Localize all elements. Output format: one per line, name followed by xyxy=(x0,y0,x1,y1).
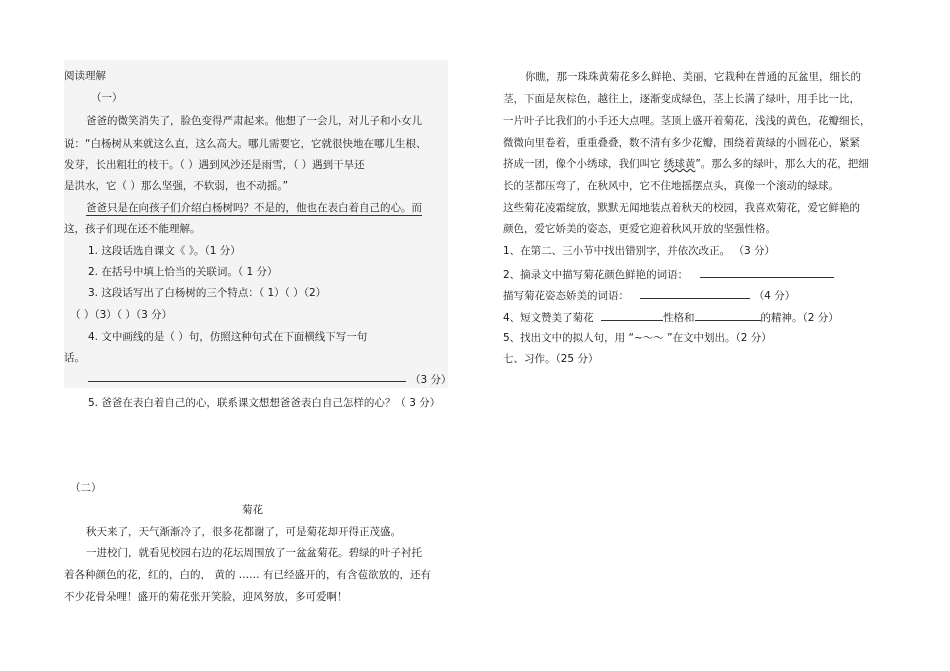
article-line: 这些菊花凌霜绽放，默默无闻地装点着秋天的校园，我喜欢菊花，爱它鲜艳的 xyxy=(503,202,860,214)
article-line: 颜色，爱它娇美的姿态，更爱它迎着秋风开放的坚强性格。 xyxy=(503,223,776,235)
wavy-marked-word: 绣球黄 xyxy=(663,158,696,170)
question-r4-end: 的精神。（2 分） xyxy=(760,312,839,324)
article-line: 不少花骨朵哩！盛开的菊花张开笑脸，迎风努放，多可爱啊！ xyxy=(64,591,348,603)
section-seven: 七、习作。（25 分） xyxy=(503,353,599,365)
question-2: 2. 在括号中填上恰当的关联词。（ 1 分） xyxy=(88,266,278,278)
answer-blank[interactable] xyxy=(700,266,834,278)
article-text: 挤成一团，像个小绣球，我们叫它 xyxy=(503,158,664,170)
article-title: 菊花 xyxy=(242,504,263,516)
answer-blank[interactable] xyxy=(640,287,750,299)
question-r1: 1、在第二、三小节中找出错别字，并依次改正。 （3 分） xyxy=(503,245,776,257)
question-r4 xyxy=(503,309,839,325)
question-r4-text: 4、短文赞美了菊花 xyxy=(503,312,594,324)
article-line: 着各种颜色的花，红的，白的， 黄的 …… 有已经盛开的，有含苞欲放的，还有 xyxy=(64,569,432,581)
article-line: 微微向里卷着，重重叠叠，数不清有多少花瓣，围绕着黄绿的小圆花心，紧紧 xyxy=(503,137,860,149)
section-number-1: （一） xyxy=(91,92,123,104)
question-3: 3. 这段话写出了白杨树的三个特点：（ 1）（ ）（2） xyxy=(88,287,327,299)
question-4: 4. 文中画线的是（ ）句，仿照这种句式在下面横线下写一句 xyxy=(88,331,368,343)
answer-blank[interactable] xyxy=(601,309,663,321)
article-line: 一片叶子比我们的小手还大点哩。茎顶上盛开着菊花，浅浅的黄色，花瓣细长， xyxy=(503,115,871,127)
article-line: 长的茎都压弯了，在秋风中，它不住地摇摆点头，真像一个滚动的绿球。 xyxy=(503,180,839,192)
section-number-2: （二） xyxy=(70,482,102,494)
answer-line xyxy=(88,381,406,382)
answer-blank[interactable] xyxy=(695,309,761,321)
passage-line: 这，孩子们现在还不能理解。 xyxy=(64,223,201,235)
question-4-score: （3 分） xyxy=(410,374,452,386)
question-r2-cont xyxy=(503,287,795,303)
question-5: 5. 爸爸在表白着自己的心，联系课文想想爸爸表白自己怎样的心？（ 3 分） xyxy=(88,397,441,409)
passage-line: 是洪水，它（ ）那么坚强，不软弱，也不动摇。” xyxy=(64,180,289,192)
passage-line: 爸爸的微笑消失了，脸色变得严肃起来。他想了一会儿，对儿子和小女儿 xyxy=(86,115,422,127)
question-r5: 5、找出文中的拟人句，用 “~～～ ”在文中划出。（2 分） xyxy=(503,332,772,344)
article-line: 茎，下面是灰棕色，越往上，逐渐变成绿色，茎上长满了绿叶，用手比一比， xyxy=(503,93,860,105)
question-r4-mid: 性格和 xyxy=(663,312,695,324)
article-line: 一进校门，就看见校园右边的花坛周围放了一盆盆菊花。碧绿的叶子衬托 xyxy=(86,547,422,559)
question-1: 1. 这段话选自课文《 》。（1 分） xyxy=(88,245,241,257)
article-line xyxy=(503,157,869,171)
passage-line: 发芽，长出粗壮的枝干。（ ）遇到风沙还是雨雪，（ ）遇到干旱还 xyxy=(64,159,365,171)
question-r2-score: （4 分） xyxy=(753,290,796,302)
question-3-cont: （ ）（3）（ ）（3 分） xyxy=(70,309,173,321)
passage-line: 说：“白杨树从来就这么直，这么高大。哪儿需要它，它就很快地在哪儿生根、 xyxy=(64,138,427,150)
question-r2 xyxy=(503,266,834,282)
underlined-text: 爸爸只是在向孩子们介绍白杨树吗？不是的，他也在表白着自己的心。而 xyxy=(86,202,422,214)
question-r2-text: 2、摘录文中描写菊花颜色鲜艳的词语： xyxy=(503,269,689,281)
question-r2b-text: 描写菊花姿态娇美的词语： xyxy=(503,290,629,302)
article-text: ”。那么多的绿叶，那么大的花，把细 xyxy=(695,158,869,170)
underlined-sentence xyxy=(86,201,422,216)
article-line: 你瞧，那一珠珠黄菊花多么鲜艳、美丽，它栽种在普通的瓦盆里，细长的 xyxy=(525,71,861,83)
question-4-cont: 话。 xyxy=(64,352,85,364)
section-heading: 阅读理解 xyxy=(64,70,106,82)
article-line: 秋天来了，天气渐渐冷了，很多花都谢了，可是菊花却开得正茂盛。 xyxy=(86,526,401,538)
